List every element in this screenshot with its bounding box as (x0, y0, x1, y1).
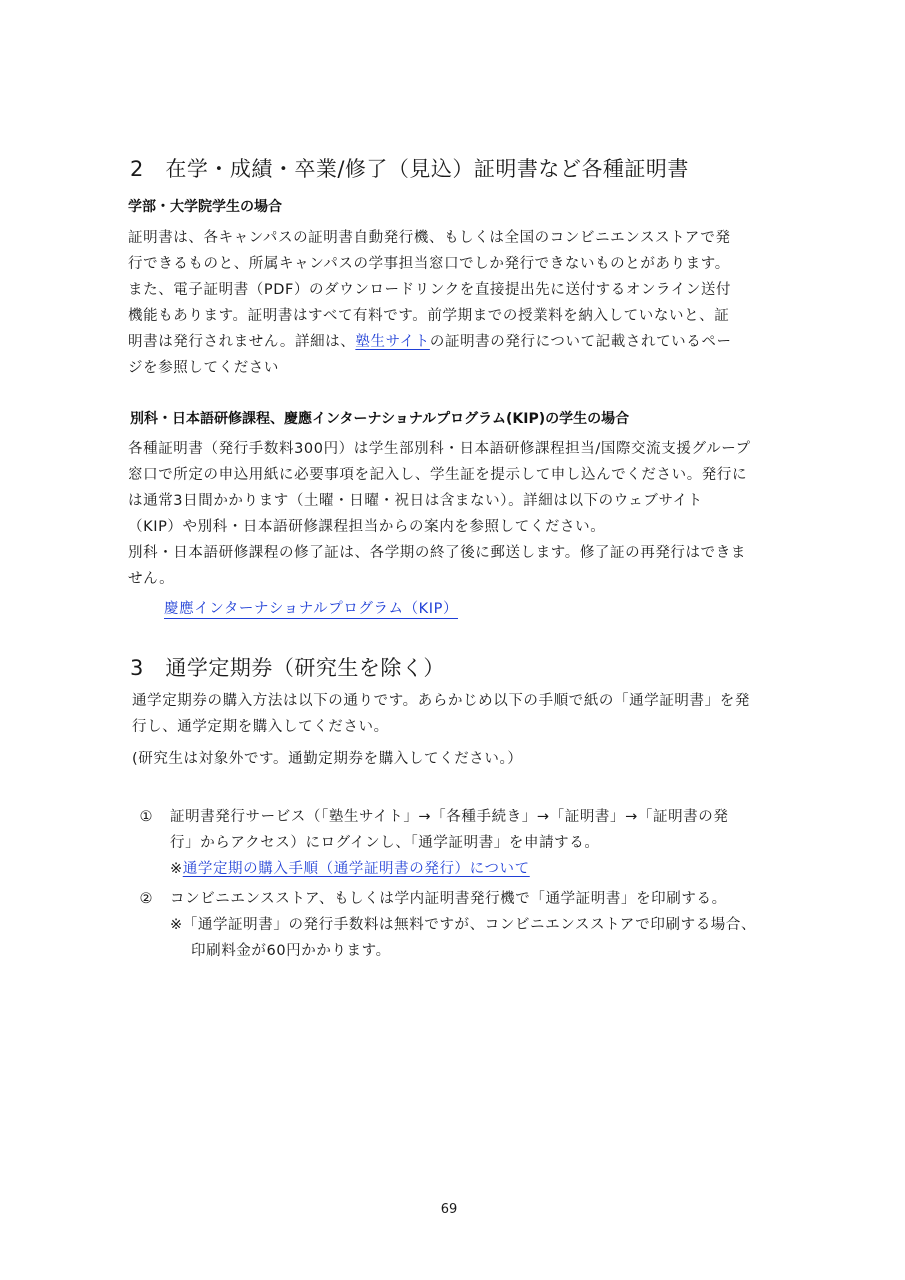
text-line: 通学定期券の購入方法は以下の通りです。あらかじめ以下の手順で紙の「通学証明書」を発 (132, 693, 750, 709)
text-line: （KIP）や別科・日本語研修課程担当からの案内を参照してください。 (128, 519, 606, 535)
text-line: 各種証明書（発行手数料300円）は学生部別科・日本語研修課程担当/国際交流支援グループ (128, 441, 751, 457)
note-mark: ※ (170, 861, 183, 877)
kip-link[interactable]: 慶應インターナショナルプログラム（KIP） (164, 601, 459, 617)
paragraph-undergrad (128, 225, 732, 381)
juku-site-link[interactable]: 塾生サイト (355, 334, 430, 350)
text-line: ジを参照してください (128, 360, 279, 376)
section-3-heading: 3 通学定期券（研究生を除く） (130, 656, 445, 680)
text-line: 印刷料金が60円かかります。 (191, 943, 391, 959)
section-2-heading: 2 在学・成績・卒業/修了（見込）証明書など各種証明書 (130, 157, 689, 181)
text-line: 別科・日本語研修課程の修了証は、各学期の終了後に郵送します。修了証の再発行はできま (128, 545, 746, 561)
text-line (170, 856, 728, 882)
text-line: せん。 (128, 571, 175, 587)
kip-link-line (164, 596, 458, 622)
step-2 (170, 886, 756, 964)
text-line: 行できるものと、所属キャンパスの学事担当窓口でしか発行できないものとがあります。 (128, 256, 730, 272)
text-line: 行」からアクセス）にログインし、「通学証明書」を申請する。 (170, 835, 600, 851)
commuter-pass-procedure-link[interactable]: 通学定期の購入手順（通学証明書の発行）について (182, 861, 530, 877)
step-1 (170, 804, 728, 882)
text-line: 行し、通学定期を購入してください。 (132, 719, 389, 735)
text-line: ※「通学証明書」の発行手数料は無料ですが、コンビニエンスストアで印刷する場合、 (170, 917, 757, 933)
text-line: 証明書は、各キャンパスの証明書自動発行機、もしくは全国のコンビニエンスストアで発 (128, 230, 731, 246)
subheading-undergrad-grad: 学部・大学院学生の場合 (128, 199, 282, 215)
text-line: (研究生は対象外です。通勤定期券を購入してください。） (132, 751, 523, 767)
page-number: 69 (440, 1202, 458, 1217)
text-line: また、電子証明書（PDF）のダウンロードリンクを直接提出先に送付するオンライン送付 (128, 282, 732, 298)
text-line: は通常3日間かかります（土曜・日曜・祝日は含まない）。詳細は以下のウェブサイト (128, 493, 703, 509)
text-line (128, 329, 732, 355)
step-1-number: ① (139, 809, 153, 825)
text-line: 証明書発行サービス（「塾生サイト」→「各種手続き」→「証明書」→「証明書の発 (170, 809, 729, 825)
text-line: コンビニエンスストア、もしくは学内証明書発行機で「通学証明書」を印刷する。 (170, 891, 727, 907)
text-line: 窓口で所定の申込用紙に必要事項を記入し、学生証を提示して申し込んでください。発行に (128, 467, 748, 483)
text-fragment: の証明書の発行について記載されているペー (429, 334, 732, 350)
paragraph-bekka-kip (128, 436, 751, 592)
paragraph-commuter-pass (132, 688, 750, 772)
step-2-number: ② (139, 891, 153, 907)
text-fragment: 明書は発行されません。詳細は、 (128, 334, 356, 350)
text-line: 機能もあります。証明書はすべて有料です。前学期までの授業料を納入していないと、証 (128, 308, 730, 324)
subheading-bekka-kip: 別科・日本語研修課程、慶應インターナショナルプログラム(KIP)の学生の場合 (130, 411, 630, 427)
